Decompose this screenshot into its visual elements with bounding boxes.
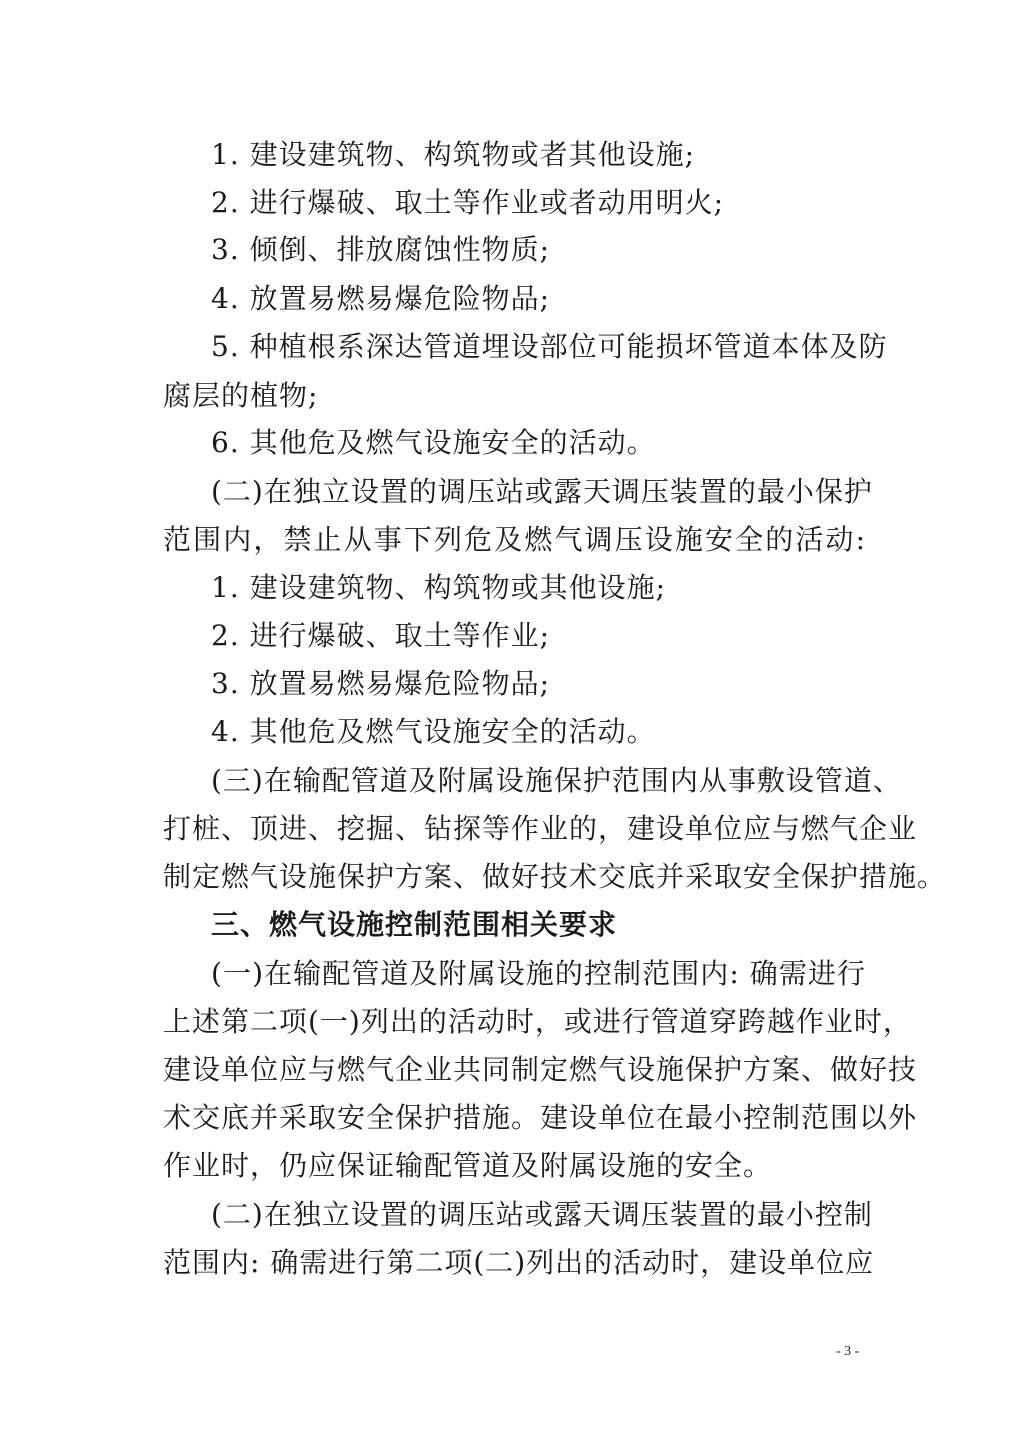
list-item: 4. 其他危及燃气设施安全的活动。 [211, 715, 656, 748]
list-item: 2. 进行爆破、取土等作业; [211, 619, 551, 652]
list-item: 1. 建设建筑物、构筑物或其他设施; [211, 571, 667, 604]
section-heading: 三、燃气设施控制范围相关要求 [211, 908, 618, 941]
paragraph-line: 作业时，仍应保证输配管道及附属设施的安全。 [163, 1149, 773, 1182]
list-item: 6. 其他危及燃气设施安全的活动。 [211, 426, 656, 459]
paragraph-line: 打桩、顶进、挖掘、钻探等作业的，建设单位应与燃气企业 [163, 812, 918, 845]
list-item: 1. 建设建筑物、构筑物或者其他设施; [211, 138, 696, 171]
list-item: 3. 倾倒、排放腐蚀性物质; [211, 233, 551, 266]
paragraph-line: (二)在独立设置的调压站或露天调压装置的最小保护 [211, 475, 873, 508]
paragraph-line: 制定燃气设施保护方案、做好技术交底并采取安全保护措施。 [163, 860, 947, 893]
paragraph-line: (三)在输配管道及附属设施保护范围内从事敷设管道、 [211, 764, 902, 797]
paragraph-line: (一)在输配管道及附属设施的控制范围内: 确需进行 [211, 957, 866, 990]
list-item: 4. 放置易燃易爆危险物品; [211, 282, 551, 315]
page-number: - 3 - [836, 1344, 860, 1359]
list-item: 2. 进行爆破、取土等作业或者动用明火; [211, 186, 725, 219]
list-item-continuation: 腐层的植物; [163, 379, 319, 412]
paragraph-line: (二)在独立设置的调压站或露天调压装置的最小控制 [211, 1198, 873, 1231]
paragraph-line: 上述第二项(一)列出的活动时，或进行管道穿跨越作业时， [163, 1005, 912, 1038]
paragraph-line: 建设单位应与燃气企业共同制定燃气设施保护方案、做好技 [163, 1053, 918, 1086]
paragraph-line: 范围内: 确需进行第二项(二)列出的活动时，建设单位应 [163, 1246, 875, 1279]
paragraph-line: 范围内，禁止从事下列危及燃气调压设施安全的活动: [163, 523, 866, 556]
paragraph-line: 术交底并采取安全保护措施。建设单位在最小控制范围以外 [163, 1101, 918, 1134]
list-item: 5. 种植根系深达管道埋设部位可能损坏管道本体及防 [211, 330, 888, 363]
list-item: 3. 放置易燃易爆危险物品; [211, 667, 551, 700]
